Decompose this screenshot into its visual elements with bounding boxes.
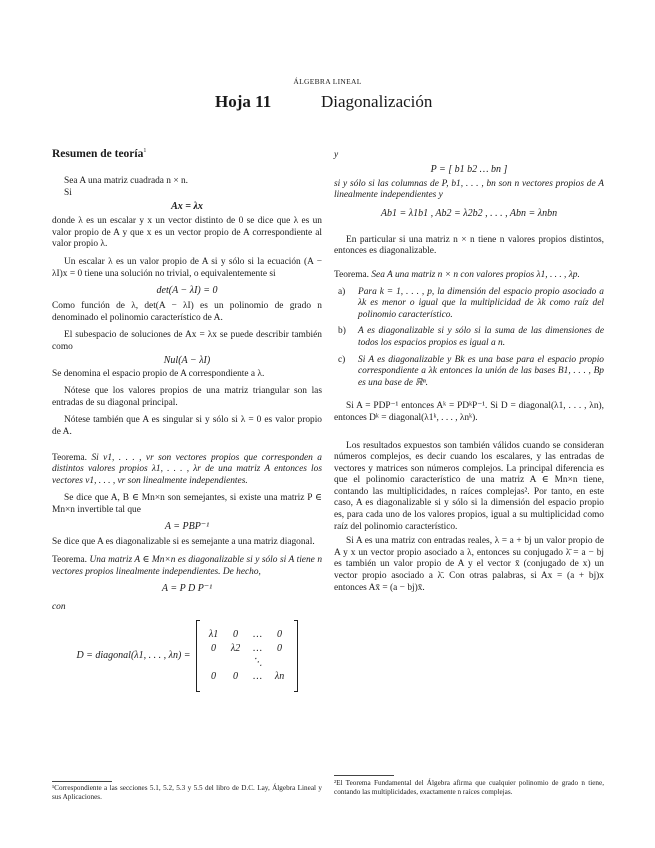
matrix-entry: … [253,629,262,641]
matrix-entry: 0 [211,671,217,683]
item-text: A es diagonalizable si y sólo si la suma de las dimensiones de todos los espacios propios es igual a n. [358,326,604,348]
paragraph: En particular si una matriz n × n tiene n valores propios distintos, entonces es diagonalizable. [334,234,604,257]
paragraph: Si A = PDP⁻¹ entonces Aᵏ = PDᵏP⁻¹. Si D = diagonal(λ1, . . . , λn), entonces Dᵏ = diagonal(λ1ᵏ, . . . , λnᵏ). [334,401,604,423]
item-text: Para k = 1, . . . , p, la dimensión del espacio propio asociado a λk es menor o igual que la multiplicidad de λk como raíz del polinomio característico. [358,286,604,320]
paragraph: Sea A una matriz cuadrada n × n. [64,176,188,186]
paragraph: con [52,602,66,613]
sheet-number: Hoja 11 [215,92,272,111]
matrix-entry: … [253,643,262,655]
matrix-bracket-right [294,620,298,692]
paragraph: Nótese también que A es singular si y sólo si λ = 0 es valor propio de A. [52,415,322,437]
paragraph: si y sólo si las columnas de P, b1, . . . , bn son n vectores propios de A linealmente independientes y [334,178,604,201]
footnote-mark: 1 [143,148,147,155]
footnote-rule [52,781,112,782]
paragraph: y [334,150,339,160]
right-column [334,150,604,594]
matrix-entry: λn [274,671,285,683]
paragraph: Los resultados expuestos son también válidos cuando se consideran números complejos, es decir cuando los escalares, y las entradas de vectores y matrices son números complejos. La principal diferencia es que el polinomio característico de una matriz A ∈ Mn×n tiene, contando las multiplicidades, n raíces complejas². Por tanto, en este caso, A es diagonalizable si y sólo si la dimensión del espacio propio es, para cada uno de los valores propios, igual a su multiplicidad como raíz del polinomio característico. [334,440,604,532]
matrix-entry: ⋱ [252,657,263,669]
paragraph: Si A es una matriz con entradas reales, λ = a + bj un valor propio de A y x un vector propio asociado a λ, entonces su conjugado λ̄ = a − bj es también un valor propio de A y el vector x̄ (conjugado de x) un vector propio asociado a λ̄. Con otras palabras, si Ax = (a + bj)x entonces Ax̄ = (a − bj)x̄. [334,536,604,593]
item-marker: b) [338,326,346,337]
equation: det(A − λI) = 0 [156,285,218,297]
theorem-text: Una matriz A ∈ Mn×n es diagonalizable si y sólo si A tiene n vectores propios linealmente independientes. De hecho, [52,555,323,577]
theorem-text: Si v1, . . . , vr son vectores propios que corresponden a distintos valores propios λ1, . . . , λr de una matriz A entonces los vectores v1, . . . , vr son linealmente independientes. [52,452,322,486]
matrix-entry: 0 [277,629,283,641]
left-column [52,148,322,692]
equation: Nul(A − λI) [163,354,211,366]
matrix-entry [269,657,291,668]
theorem-item [334,326,604,349]
item-marker: a) [338,286,346,297]
paragraph: donde λ es un escalar y x un vector distinto de 0 se dice que λ es un valor propio de A y que x es un vector propio de A correspondiente al valor propio λ. [52,216,322,250]
matrix-label: D = diagonal(λ1, . . . , λn) = [76,650,191,662]
matrix-entry: λ2 [230,643,241,655]
equation: P = [ b1 b2 … bn ] [430,163,508,175]
paragraph: Se dice que A es diagonalizable si es semejante a una matriz diagonal. [52,537,315,548]
matrix-entry: … [253,671,262,683]
matrix-entry: 0 [233,629,239,641]
matrix-entry: 0 [233,671,239,683]
section-title [52,148,322,160]
theorem [52,555,322,578]
theorem-label: Teorema. [52,555,87,566]
theorem-item [334,287,604,322]
theorem-text: Sea A una matriz n × n con valores propios λ1, . . . , λp. [371,269,580,280]
matrix-entry: λ1 [208,629,219,641]
paragraph: Si [64,187,72,198]
matrix-entry: 0 [211,643,217,655]
theorem-items [334,287,604,390]
theorem-label: Teorema. [52,452,87,463]
paragraph: El subespacio de soluciones de Ax = λx se puede describir también como [52,330,322,352]
theorem-item [334,355,604,390]
theorem-label: Teorema. [334,269,369,280]
matrix-entry: 0 [277,643,283,655]
paragraph: Se dice que A, B ∈ Mn×n son semejantes, si existe una matriz P ∈ Mn×n invertible tal que [52,493,322,515]
paragraph: Un escalar λ es un valor propio de A si y sólo si la ecuación (A − λI)x = 0 tiene una solución no trivial, o equivalentemente si [52,256,322,279]
matrix-entry [203,657,225,668]
item-text: Si A es diagonalizable y Bk es una base para el espacio propio correspondiente a λk entonces la unión de las bases B1, . . . , Bp es una base de ℝⁿ. [358,354,604,388]
footnote: ²El Teorema Fundamental del Álgebra afirma que cualquier polinomio de grado n tiene, contando las multiplicidades, exactamente n raíces complejas. [334,779,604,796]
paragraph: Se denomina el espacio propio de A correspondiente a λ. [52,368,265,379]
sheet-topic: Diagonalización [321,92,433,111]
equation: Ab1 = λ1b1 , Ab2 = λ2b2 , . . . , Abn = λnbn [380,207,558,219]
footnote-rule [334,775,394,776]
paragraph: Como función de λ, det(A − λI) es un polinomio de grado n denominado el polinomio característico de A. [52,301,322,323]
equation: Ax = λx [171,201,203,213]
course-header: ÁLGEBRA LINEAL [293,77,362,86]
diagonal-matrix-equation [52,620,322,692]
item-marker: c) [338,354,346,365]
theorem [334,270,604,282]
equation: A = PBP⁻¹ [164,521,210,533]
matrix-grid [200,629,294,682]
section-title-text: Resumen de teoría [52,148,144,160]
theorem [52,453,322,488]
footnote: ¹Correspondiente a las secciones 5.1, 5.2, 5.3 y 5.5 del libro de D.C. Lay, Álgebra Lineal y sus Aplicaciones. [52,784,322,801]
paragraph: Nótese que los valores propios de una matriz triangular son las entradas de su diagonal principal. [52,386,322,408]
equation: A = P D P⁻¹ [161,583,213,595]
matrix-entry [225,657,247,668]
